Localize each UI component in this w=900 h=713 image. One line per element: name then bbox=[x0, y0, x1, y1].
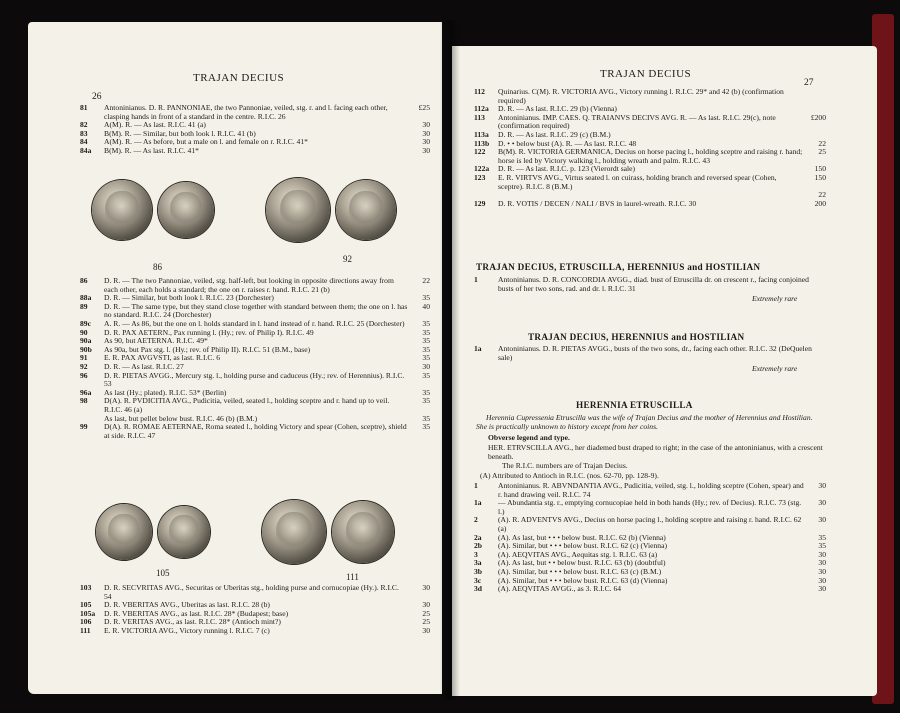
entry-text: D. R. VBERITAS AVG., Uberitas as last. R.I.C. 28 (b) bbox=[104, 600, 270, 610]
entry-number: 106 bbox=[80, 617, 92, 627]
section-3-mint-note: (A) Attributed to Antioch in R.I.C. (nos. 62-70, pp. 128-9). bbox=[480, 471, 659, 480]
entry-number: 2 bbox=[474, 515, 478, 525]
entry-price: 30 bbox=[818, 584, 826, 594]
entry-number: 92 bbox=[80, 361, 88, 371]
entry-text: D. R. — As last. R.I.C. 29 (c) (B.M.) bbox=[498, 129, 611, 139]
catalogue-entry bbox=[474, 174, 826, 191]
entry-price: 22 bbox=[818, 190, 826, 200]
rarity-note-1: Extremely rare bbox=[752, 294, 798, 303]
entry-price: 150 bbox=[814, 172, 826, 182]
coin-image bbox=[332, 501, 394, 563]
entry-price: 35 bbox=[422, 336, 430, 346]
entry-price: 35 bbox=[422, 293, 430, 303]
rarity-note-2: Extremely rare bbox=[752, 364, 798, 373]
entry-price: 22 bbox=[422, 276, 430, 285]
entry-number: 1a bbox=[474, 344, 482, 353]
catalogue-entry bbox=[80, 423, 430, 440]
entry-price: 35 bbox=[818, 541, 826, 551]
catalogue-entry bbox=[474, 200, 826, 209]
entry-text: As 90a, but Pax stg. l. (Hy.; rev. of Philip II). R.I.C. 51 (B.M., base) bbox=[104, 344, 311, 354]
entry-number: 88a bbox=[80, 293, 92, 303]
entry-text: Antoninianus. D. R. PIETAS AVGG., busts of the two sons, dr., facing each other. R.I.C. 32 (DeQuelen sale) bbox=[498, 344, 812, 362]
section-title-3: HERENNIA ETRUSCILLA bbox=[576, 400, 693, 410]
catalogue-entry bbox=[474, 482, 826, 499]
coin-image bbox=[158, 506, 210, 558]
entry-text: A. R. — As 86, but the one on l. holds standard in l. hand instead of r. hand. R.I.C. 25 (Dorchester) bbox=[104, 318, 405, 328]
left-page-number: 26 bbox=[92, 92, 102, 102]
entry-price: 40 bbox=[422, 301, 430, 311]
entry-text: Antoninianus. R. ABVNDANTIA AVG., Pudicitia, veiled, stg. l., holding sceptre (Cohen, spear) and r. hand drawing veil. R.I.C. 74 bbox=[498, 481, 804, 499]
entry-price: 35 bbox=[422, 353, 430, 363]
entry-number: 89 bbox=[80, 301, 88, 311]
entry-text: D. R. — As last. R.I.C. 29 (b) (Vienna) bbox=[498, 104, 617, 114]
coin-image bbox=[158, 182, 214, 238]
entry-price: £200 bbox=[810, 112, 826, 122]
entry-price: 35 bbox=[422, 396, 430, 406]
entry-text: (A). Similar, but • • • below bust. R.I.C. 63 (d) (Vienna) bbox=[498, 575, 668, 585]
entry-number: 3b bbox=[474, 566, 483, 576]
entry-price: 30 bbox=[818, 558, 826, 568]
entry-text: Antoninianus. D. R. CONCORDIA AVGG., diad. bust of Etruscilla dr. on crescent r., facing conjoined busts of her two sons, rad. and dr. l. R.I.C. 31 bbox=[498, 275, 809, 293]
entry-price: 30 bbox=[422, 361, 430, 371]
section-3-ric-note: The R.I.C. numbers are of Trajan Decius. bbox=[502, 461, 628, 470]
entry-text: A(M). R. — As before, but a male on l. and female on r. R.I.C. 41* bbox=[104, 137, 308, 147]
entry-number: 111 bbox=[80, 625, 91, 635]
entry-text: D. R. — The two Pannoniae, veiled, stg. half-left, but looking in opposite directions away from each other, each holds a standard; the one on r. raises r. hand. R.I.C. 21 (b) bbox=[104, 276, 394, 294]
entry-price: 35 bbox=[422, 422, 430, 432]
right-entries-top bbox=[474, 88, 826, 208]
entry-price: 30 bbox=[818, 566, 826, 576]
entry-number: 1 bbox=[474, 481, 478, 490]
entry-number: 105 bbox=[80, 600, 92, 610]
entry-price bbox=[804, 88, 826, 105]
coin-plate-1 bbox=[92, 178, 402, 242]
entry-text: D. R. SECVRITAS AVG., Securitas or Uberitas stg., holding purse and cornucopiae (Hy.). R.I.C. 54 bbox=[104, 583, 399, 601]
coin-image bbox=[262, 500, 326, 564]
entry-number: 84 bbox=[80, 137, 88, 147]
entry-number: 86 bbox=[80, 276, 88, 285]
entry-price: 30 bbox=[422, 145, 430, 155]
entry-number: 1a bbox=[474, 498, 482, 508]
coin-image bbox=[266, 178, 330, 242]
entry-number: 81 bbox=[80, 103, 88, 112]
entry-text: As last, but pellet below bust. R.I.C. 46 (b) (B.M.) bbox=[104, 413, 258, 423]
entry-price: 30 bbox=[818, 575, 826, 585]
entry-text: (A). AEQVITAS AVG., Aequitas stg. l. R.I.C. 63 (a) bbox=[498, 549, 658, 559]
coin-label: 105 bbox=[156, 568, 170, 578]
entry-number: 82 bbox=[80, 120, 88, 130]
section-3-subhead: Obverse legend and type. bbox=[488, 433, 570, 442]
entry-number: 113 bbox=[474, 112, 485, 122]
entry-text: B(M). R. — Similar, but both look l. R.I.C. 41 (b) bbox=[104, 128, 256, 138]
entry-text: B(M). R. — As last. R.I.C. 41* bbox=[104, 145, 199, 155]
catalogue-entry bbox=[80, 397, 430, 414]
entry-number: 112a bbox=[474, 104, 489, 114]
section-title-2: TRAJAN DECIUS, HERENNIUS and HOSTILIAN bbox=[528, 332, 745, 342]
entry-price: 30 bbox=[818, 515, 826, 525]
entry-text: Antoninianus. IMP. CAES. Q. TRAIANVS DECIVS AVG. R. — As last. R.I.C. 29(c), note (confirmation required) bbox=[498, 112, 776, 131]
entry-number: 96a bbox=[80, 387, 92, 397]
entry-text: D. R. PAX AETERN., Pax running l. (Hy.; rev. of Philip I). R.I.C. 49 bbox=[104, 327, 314, 337]
entry-number: 89c bbox=[80, 318, 91, 328]
entry-text: D. R. VOTIS / DECEN / NALI / BVS in laurel-wreath. R.I.C. 30 bbox=[498, 198, 697, 208]
entry-number: 83 bbox=[80, 128, 88, 138]
entry-text: (A). As last, but • • • below bust. R.I.C. 62 (b) (Vienna) bbox=[498, 532, 666, 542]
left-entries-top bbox=[80, 104, 430, 156]
entry-number: 99 bbox=[80, 422, 88, 432]
catalogue-entry bbox=[474, 114, 826, 131]
catalogue-entry bbox=[474, 585, 826, 594]
spine bbox=[440, 20, 460, 700]
entry-price: 30 bbox=[818, 549, 826, 559]
entry-number: 2b bbox=[474, 541, 483, 551]
catalogue-entry bbox=[80, 104, 430, 121]
left-running-head: TRAJAN DECIUS bbox=[193, 72, 285, 84]
entry-text: B(M). R. VICTORIA GERMANICA, Decius on horse pacing l., holding sceptre and raising r. hand; horse is led by Victory walking l., holding wreath and palm. R.I.C. 43 bbox=[498, 147, 803, 165]
catalogue-entry bbox=[80, 372, 430, 389]
coin-image bbox=[336, 180, 396, 240]
section-3-entries bbox=[474, 482, 826, 594]
entry-price: 30 bbox=[818, 481, 826, 490]
entry-text: E. R. VICTORIA AVG., Victory running l. R.I.C. 7 (c) bbox=[104, 625, 270, 635]
entry-number: 113b bbox=[474, 138, 490, 148]
right-page bbox=[452, 46, 877, 696]
entry-price: 25 bbox=[422, 617, 430, 627]
left-entries-mid bbox=[80, 277, 430, 440]
catalogue-entry bbox=[80, 303, 430, 320]
entry-number: 96 bbox=[80, 370, 88, 380]
entry-number: 1 bbox=[474, 275, 478, 284]
entry-number: 129 bbox=[474, 198, 486, 208]
entry-number: 98 bbox=[80, 396, 88, 406]
entry-text: (A). Similar, but • • • below bust. R.I.C. 62 (c) (Vienna) bbox=[498, 541, 667, 551]
entry-number: 90 bbox=[80, 327, 88, 337]
catalogue-entry bbox=[474, 345, 826, 362]
entry-number: 90a bbox=[80, 336, 92, 346]
section-title-1: TRAJAN DECIUS, ETRUSCILLA, HERENNIUS and HOSTILIAN bbox=[476, 262, 761, 272]
entry-price: 30 bbox=[422, 625, 430, 635]
catalogue-entry bbox=[474, 148, 826, 165]
entry-price: 35 bbox=[422, 387, 430, 397]
entry-price: 35 bbox=[422, 413, 430, 423]
entry-number: 3d bbox=[474, 584, 483, 594]
entry-text: D(A). R. ROMAE AETERNAE, Roma seated l., holding Victory and spear (Cohen, sceptre), shield at side. R.I.C. 47 bbox=[104, 422, 407, 440]
left-page bbox=[28, 22, 442, 694]
entry-number: 105a bbox=[80, 608, 96, 618]
entry-price: £25 bbox=[418, 103, 430, 112]
entry-text: A(M). R. — As last. R.I.C. 41 (a) bbox=[104, 120, 206, 130]
entry-text: — Abundantia stg. r., emptying cornucopiae held in both hands (Hy.; rev. of Decius). R.I.C. 73 (stg. l.) bbox=[498, 498, 802, 516]
left-entries-bottom bbox=[80, 584, 430, 636]
catalogue-entry bbox=[474, 516, 826, 533]
entry-number: 2a bbox=[474, 532, 482, 542]
entry-text: D. R. — As last. R.I.C. 27 bbox=[104, 361, 184, 371]
entry-text: As 90, but AETERNA. R.I.C. 49* bbox=[104, 336, 208, 346]
entry-price: 30 bbox=[818, 498, 826, 508]
entry-text: D. R. — The same type, but they stand close together with standard between them; the one on l. has no standard. R.I.C. 24 (Dorchester) bbox=[104, 301, 408, 320]
coin-image bbox=[96, 504, 152, 560]
coin-label: 92 bbox=[343, 254, 352, 264]
catalogue-entry bbox=[80, 277, 430, 294]
entry-text: D. R. VBERITAS AVG., as last. R.I.C. 28* (Budapest; base) bbox=[104, 608, 289, 618]
entry-price: 35 bbox=[422, 370, 430, 380]
entry-price: 200 bbox=[814, 198, 826, 208]
entry-number: 3c bbox=[474, 575, 482, 585]
entry-number: 112 bbox=[474, 87, 485, 96]
entry-price: 30 bbox=[422, 583, 430, 592]
entry-price: 22 bbox=[818, 138, 826, 148]
catalogue-entry bbox=[80, 147, 430, 156]
entry-text: D(A). R. PVDICITIA AVG., Pudicitia, veiled, seated l., holding sceptre and r. hand up to veil. R.I.C. 46 (a) bbox=[104, 396, 390, 414]
entry-price: 30 bbox=[422, 600, 430, 610]
entry-text: E. R. VIRTVS AVG., Virtus seated l. on cuirass, holding branch and reversed spear (Cohen, sceptre). R.I.C. 8 (B.M.) bbox=[498, 172, 777, 191]
entry-price: 25 bbox=[422, 608, 430, 618]
section-3-intro: Herennia Cupressenia Etruscilla was the wife of Trajan Decius and the mother of Herennius and Hostilian. She is practically unknown to history except from her coins. bbox=[476, 413, 813, 431]
section-1-entry bbox=[474, 276, 826, 293]
entry-text: (A). R. ADVENTVS AVG., Decius on horse pacing l., holding sceptre and raising r. hand. R.I.C. 62 (a) bbox=[498, 515, 802, 533]
catalogue-entry bbox=[80, 584, 430, 601]
entry-text: (A). Similar, but • • • below bust. R.I.C. 63 (c) (B.M.) bbox=[498, 566, 662, 576]
entry-price: 35 bbox=[818, 532, 826, 542]
catalogue-entry bbox=[474, 276, 826, 293]
entry-price: 30 bbox=[422, 120, 430, 130]
entry-number: 122a bbox=[474, 164, 490, 174]
entry-price: 30 bbox=[422, 137, 430, 147]
entry-price: 35 bbox=[422, 318, 430, 328]
entry-number: 123 bbox=[474, 172, 486, 182]
entry-price: 25 bbox=[818, 147, 826, 157]
entry-number: 90b bbox=[80, 344, 92, 354]
catalogue-entry bbox=[474, 88, 826, 105]
entry-price: 150 bbox=[814, 164, 826, 174]
entry-text: E. R. PAX AVGVSTI, as last. R.I.C. 6 bbox=[104, 353, 221, 363]
entry-number: 3a bbox=[474, 558, 482, 568]
entry-text: Quinarius. C(M). R. VICTORIA AVG., Victory running l. R.I.C. 29* and 42 (b) (confirmation required) bbox=[498, 87, 784, 105]
right-page-number: 27 bbox=[804, 78, 814, 88]
coin-label: 86 bbox=[153, 262, 162, 272]
entry-text: (A). As last, but • • below bust. R.I.C. 63 (b) (doubtful) bbox=[498, 558, 666, 568]
entry-number: 3 bbox=[474, 549, 478, 559]
entry-number: 122 bbox=[474, 147, 486, 157]
section-3-legend: HER. ETRVSCILLA AVG., her diademed bust draped to right; in the case of the antoninianus, with a crescent beneath. bbox=[488, 443, 823, 461]
coin-image bbox=[92, 180, 152, 240]
entry-text: D. R. — As last. R.I.C. p. 123 (Vierordt sale) bbox=[498, 164, 636, 174]
entry-number: 103 bbox=[80, 583, 92, 592]
entry-price: 35 bbox=[422, 327, 430, 337]
entry-text: (A). AEQVITAS AVGG., as 3. R.I.C. 64 bbox=[498, 584, 622, 594]
section-2-entry bbox=[474, 345, 826, 362]
right-running-head: TRAJAN DECIUS bbox=[600, 68, 692, 80]
catalogue-entry bbox=[80, 627, 430, 636]
entry-text: D. R. PIETAS AVGG., Mercury stg. l., holding purse and caduceus (Hy.; rev. of Herennius). R.I.C. 53 bbox=[104, 370, 405, 389]
entry-text: As last (Hy.; plated). R.I.C. 53* (Berlin) bbox=[104, 387, 227, 397]
coin-label: 111 bbox=[346, 572, 359, 582]
entry-number: 84a bbox=[80, 145, 92, 155]
entry-text: Antoninianus. D. R. PANNONIAE, the two Pannoniae, veiled, stg. r. and l. facing each other, clasping hands in front of a standard in the centre. R.I.C. 26 bbox=[104, 103, 388, 121]
entry-number: 91 bbox=[80, 353, 88, 363]
entry-price: 30 bbox=[422, 128, 430, 138]
entry-text: D. • • below bust (A). R. — As last. R.I.C. 48 bbox=[498, 138, 637, 148]
entry-price: 35 bbox=[422, 344, 430, 354]
coin-plate-2 bbox=[96, 500, 400, 564]
entry-text: D. R. VERITAS AVG., as last. R.I.C. 28* (Antioch mint?) bbox=[104, 617, 281, 627]
entry-text: D. R. — Similar, but both look l. R.I.C. 23 (Dorchester) bbox=[104, 293, 274, 303]
catalogue-entry bbox=[474, 499, 826, 516]
entry-number: 113a bbox=[474, 129, 489, 139]
